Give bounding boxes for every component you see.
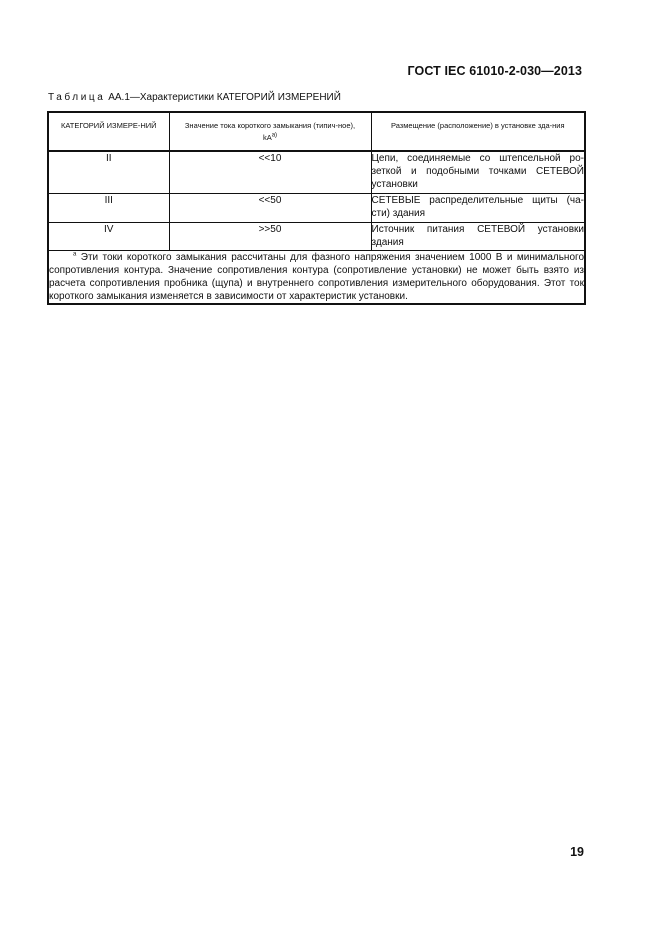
page-number: 19 bbox=[570, 845, 584, 859]
current-value-cell: >>50 bbox=[169, 223, 371, 251]
document-id-header: ГОСТ IEC 61010-2-030—2013 bbox=[407, 64, 582, 78]
table-caption-title: АА.1—Характеристики КАТЕГОРИЙ ИЗМЕРЕНИЙ bbox=[108, 92, 341, 103]
table-footnote-row bbox=[48, 251, 585, 305]
current-value-cell: <<10 bbox=[169, 151, 371, 194]
table-row bbox=[48, 194, 585, 223]
column-header-current bbox=[169, 112, 371, 151]
table-caption-label: Таблица bbox=[48, 92, 106, 103]
table-footnote bbox=[48, 251, 585, 305]
footnote-text: Эти токи короткого замыкания рассчитаны для фазного напряжения значением 1000 В и минимального сопротивления контура. Значение сопротивления контура (сопротивление установки) не может быть взято из расчета сопротивления пробника (щупа) и внутреннего сопротивления измерительного оборудования. Этот ток короткого замыкания изменяется в зависимости от характеристик установки. bbox=[49, 252, 585, 302]
measurement-categories-table bbox=[47, 111, 586, 305]
column-header-category: КАТЕГОРИЙ ИЗМЕРЕ-НИЙ bbox=[48, 112, 169, 151]
location-cell: Источник питания СЕТЕВОЙ установки здания bbox=[371, 223, 585, 251]
table-header-row bbox=[48, 112, 585, 151]
column-header-location: Размещение (расположение) в установке зда-ния bbox=[371, 112, 585, 151]
location-cell: Цепи, соединяемые со штепсельной ро-зеткой и подобными точками СЕТЕВОЙ установки bbox=[371, 151, 585, 194]
column-header-current-text: Значение тока короткого замыкания (типич-ное), kA bbox=[184, 121, 356, 142]
table-caption bbox=[48, 92, 341, 103]
current-value-cell: <<50 bbox=[169, 194, 371, 223]
table-row bbox=[48, 151, 585, 194]
column-header-footnote-mark: а) bbox=[271, 132, 278, 139]
footnote-mark: а bbox=[73, 251, 77, 258]
category-cell: III bbox=[48, 194, 169, 223]
location-cell: СЕТЕВЫЕ распределительные щиты (ча-сти) здания bbox=[371, 194, 585, 223]
table-row bbox=[48, 223, 585, 251]
category-cell: II bbox=[48, 151, 169, 194]
category-cell: IV bbox=[48, 223, 169, 251]
